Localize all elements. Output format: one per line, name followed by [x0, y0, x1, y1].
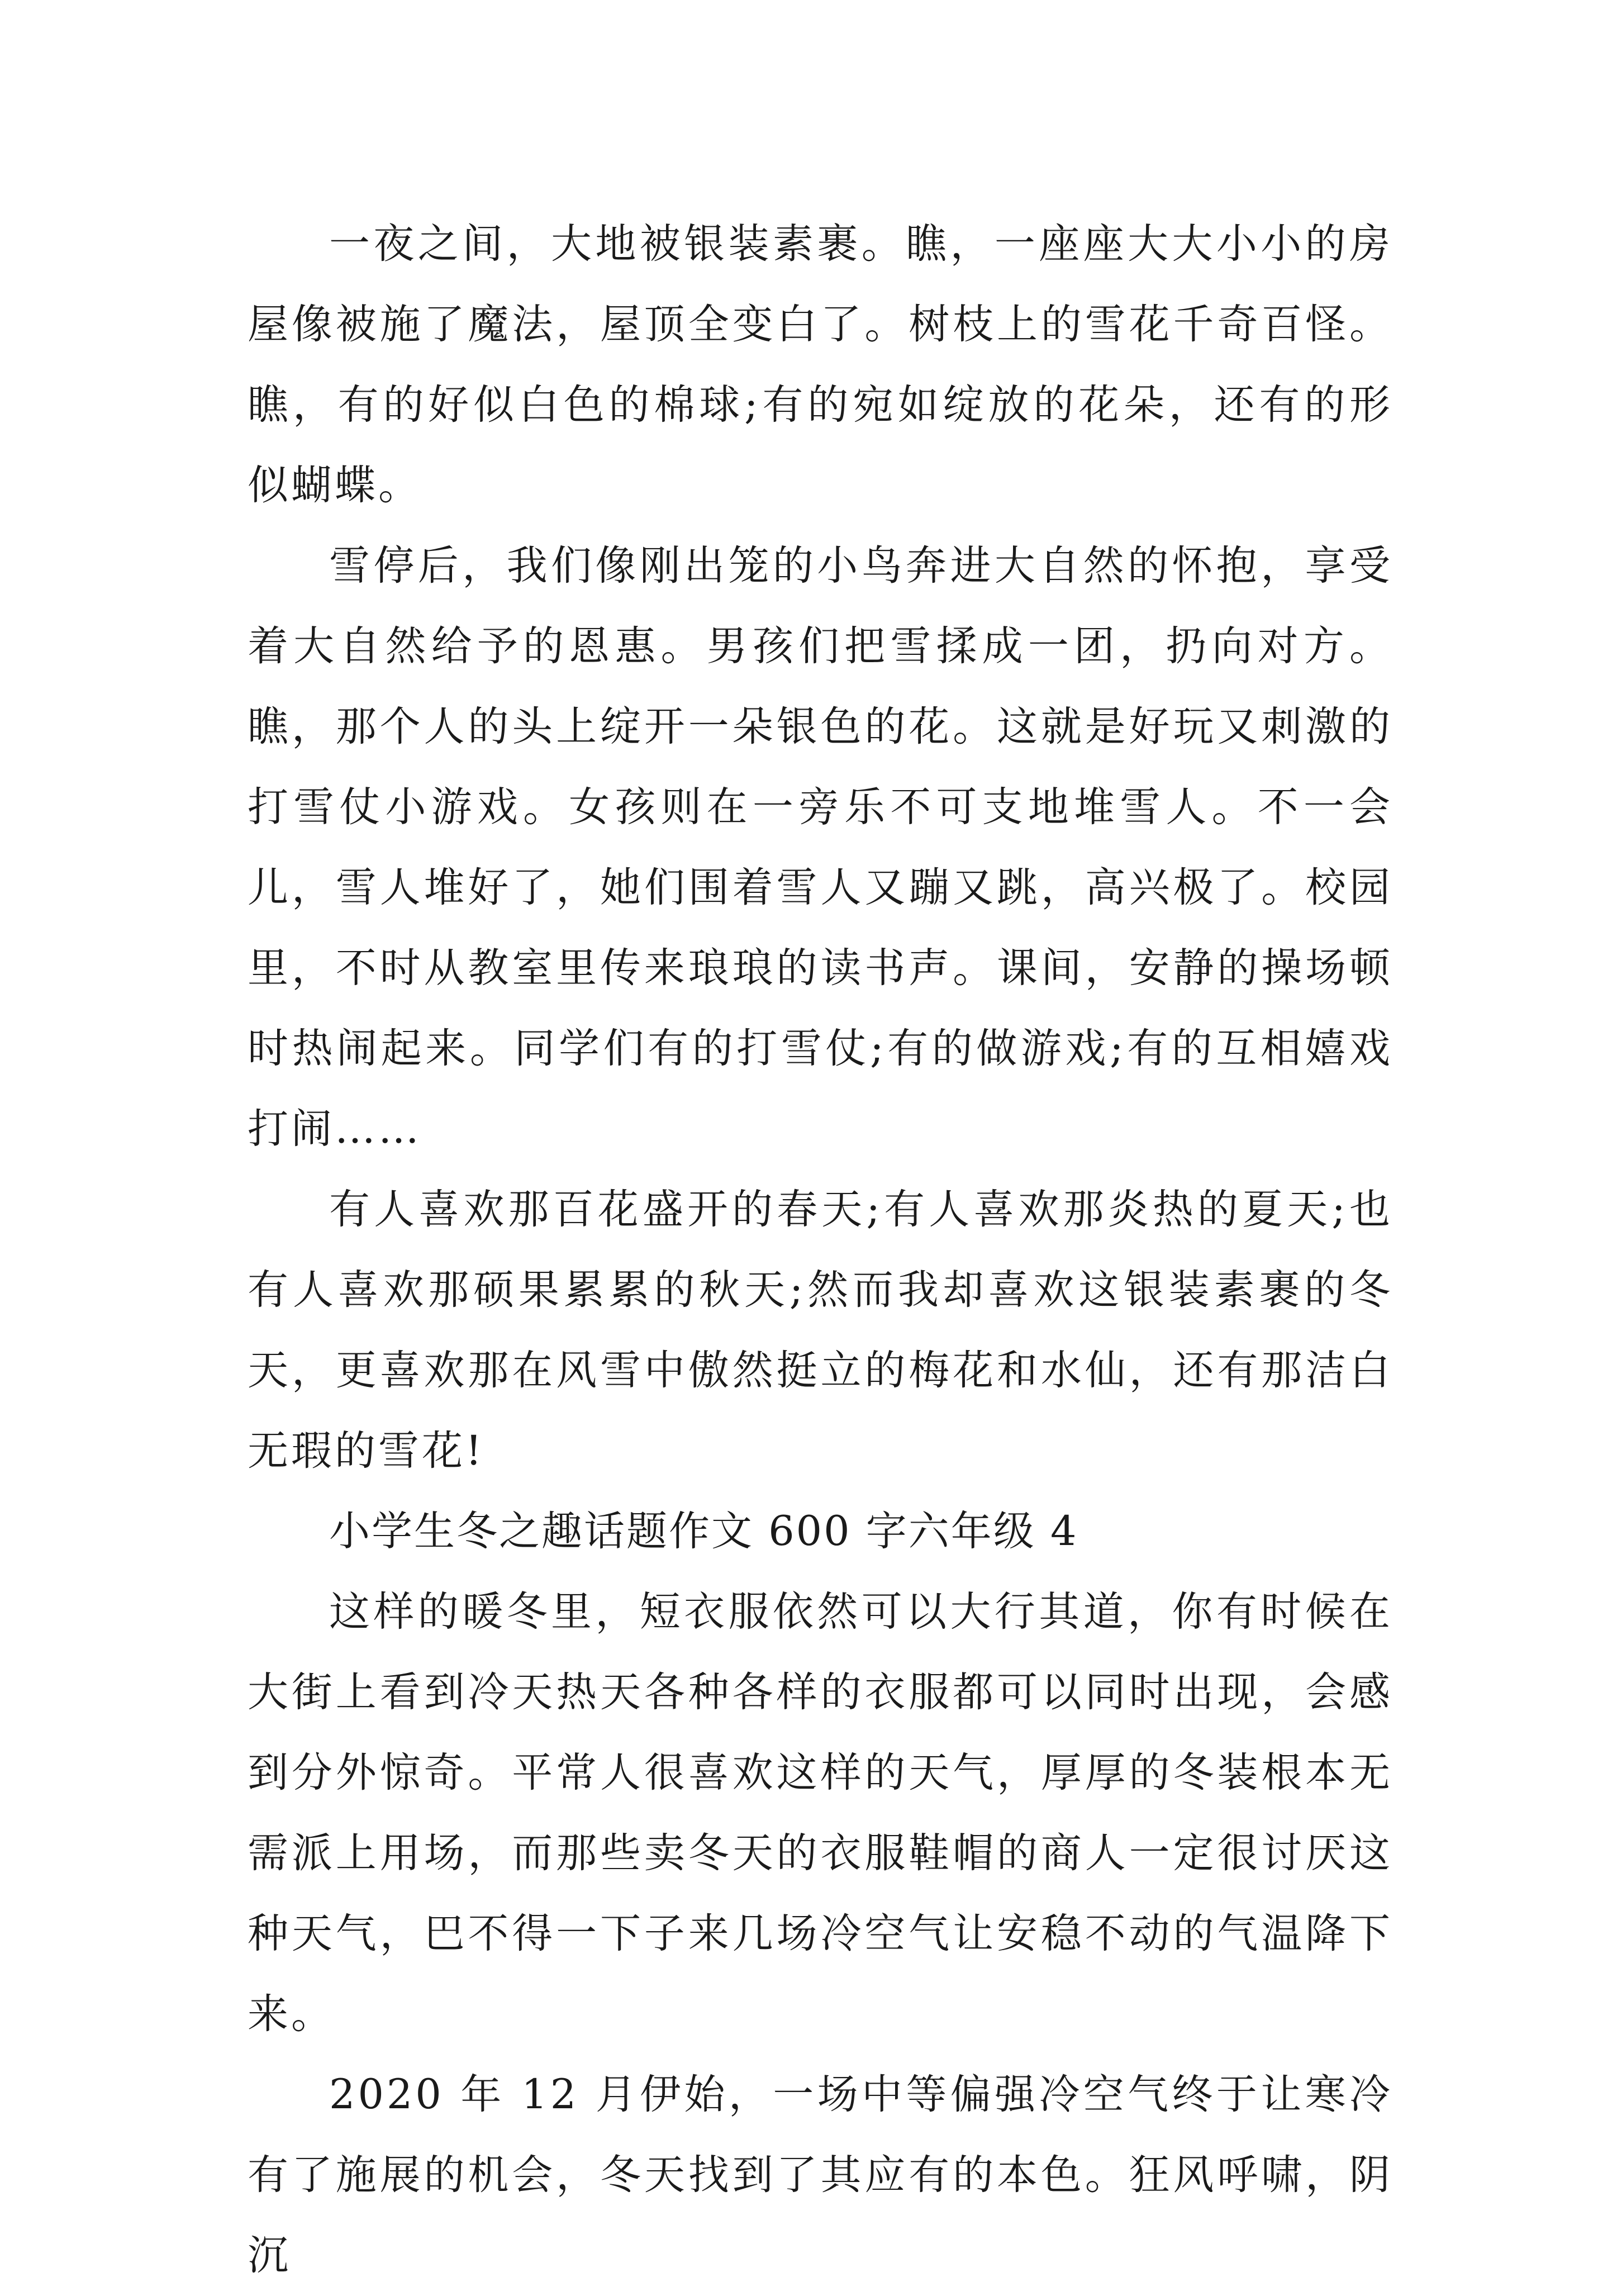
essay-heading: 小学生冬之趣话题作文 600 字六年级 4	[329, 1508, 1078, 1555]
paragraph-snow-scene: 一夜之间，大地被银装素裹。瞧，一座座大大小小的房屋像被施了魔法，屋顶全变白了。树枝上的雪花千奇百怪。瞧，有的好似白色的棉球;有的宛如绽放的花朵，还有的形似蝴蝶。	[248, 220, 1393, 509]
paragraph-warm-winter: 这样的暖冬里，短衣服依然可以大行其道，你有时候在大街上看到冷天热天各种各样的衣服都可以同时出现，会感到分外惊奇。平常人很喜欢这样的天气，厚厚的冬装根本无需派上用场，而那些卖冬天的衣服鞋帽的商人一定很讨厌这种天气，巴不得一下子来几场冷空气让安稳不动的气温降下来。	[248, 1588, 1393, 2038]
paragraph-cold-air: 2020 年 12 月伊始，一场中等偏强冷空气终于让寒冷有了施展的机会，冬天找到了其应有的本色。狂风呼啸，阴沉	[248, 2071, 1393, 2279]
paragraph-seasons: 有人喜欢那百花盛开的春天;有人喜欢那炎热的夏天;也有人喜欢那硕果累累的秋天;然而我却喜欢这银装素裹的冬天，更喜欢那在风雪中傲然挺立的梅花和水仙，还有那洁白无瑕的雪花!	[248, 1186, 1393, 1475]
paragraph-snow-play: 雪停后，我们像刚出笼的小鸟奔进大自然的怀抱，享受着大自然给予的恩惠。男孩们把雪揉成一团，扔向对方。瞧，那个人的头上绽开一朵银色的花。这就是好玩又刺激的打雪仗小游戏。女孩则在一旁乐不可支地堆雪人。不一会儿，雪人堆好了，她们围着雪人又蹦又跳，高兴极了。校园里，不时从教室里传来琅琅的读书声。课间，安静的操场顿时热闹起来。同学们有的打雪仗;有的做游戏;有的互相嬉戏打闹……	[248, 542, 1393, 1153]
document-body	[248, 204, 1393, 2296]
